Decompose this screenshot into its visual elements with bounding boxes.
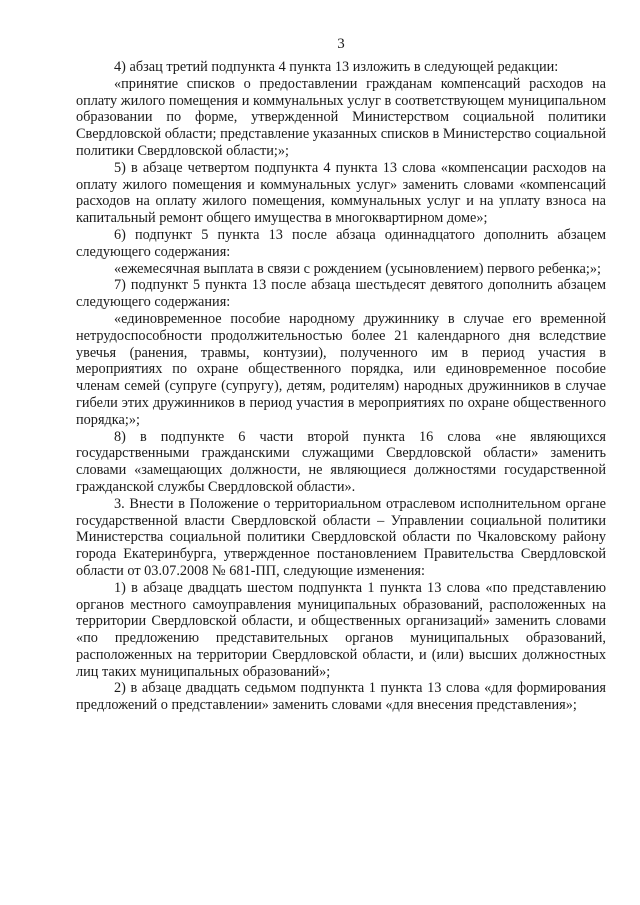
paragraph-item-4: 4) абзац третий подпункта 4 пункта 13 изложить в следующей редакции:	[114, 59, 559, 75]
paragraph-quote-monthly-payment: «ежемесячная выплата в связи с рождением (усыновлением) первого ребенка;»;	[114, 260, 601, 277]
paragraph-item-8: 8) в подпункте 6 части второй пункта 16 слова «не являющихся государственными гражданскими служащими Свердловской области» заменить словами «замещающих должности, не являющиеся должностями государственной гражданской службы Свердловской области».	[76, 428, 606, 495]
paragraph-quote-lists: «принятие списков о предоставлении гражданам компенсаций расходов на оплату жилого помещения и коммунальных услуг в соответствующем муниципальном образовании по форме, утвержденной Министерством социальной политики Свердловской области; представление указанных списков в Министерство социальной политики Свердловской области;»;	[76, 75, 606, 159]
paragraph-item-7: 7) подпункт 5 пункта 13 после абзаца шестьдесят девятого дополнить абзацем следующего содержания:	[76, 277, 606, 311]
paragraph-item-6: 6) подпункт 5 пункта 13 после абзаца одиннадцатого дополнить абзацем следующего содержания:	[76, 226, 606, 260]
paragraph-subitem-1: 1) в абзаце двадцать шестом подпункта 1 пункта 13 слова «по представлению органов местного самоуправления муниципальных образований, расположенных на территории Свердловской области, и общественных организаций» заменить словами «по предложению представительных органов муниципальных образований, расположенных на территории Свердловской области, и (или) высших должностных лиц таких муниципальных образований»;	[76, 579, 606, 680]
paragraph-section-3: 3. Внести в Положение о территориальном отраслевом исполнительном органе государственной власти Свердловской области – Управлении социальной политики Министерства социальной политики Свердловской области по Чкаловскому району города Екатеринбурга, утвержденное постановлением Правительства Свердловской области от 03.07.2008 № 681-ПП, следующие изменения:	[76, 495, 606, 579]
page-number: 3	[337, 36, 345, 52]
paragraph-quote-lump-sum: «единовременное пособие народному дружиннику в случае его временной нетрудоспособности продолжительностью более 21 календарного дня вследствие увечья (ранения, травмы, контузии), полученного им в период участия в мероприятиях по охране общественного порядка, или единовременное пособие членам семей (супруге (супругу), детям, родителям) народных дружинников в случае гибели этих дружинников в период участия в мероприятиях по охране общественного порядка;»;	[76, 310, 606, 428]
paragraph-item-5: 5) в абзаце четвертом подпункта 4 пункта 13 слова «компенсации расходов на оплату жилого помещения и коммунальных услуг» заменить словами «компенсаций расходов на оплату жилого помещения, коммунальных услуг и на уплату взноса на капитальный ремонт общего имущества в многоквартирном доме»;	[76, 159, 606, 227]
paragraph-subitem-2: 2) в абзаце двадцать седьмом подпункта 1 пункта 13 слова «для формирования предложений о представлении» заменить словами «для внесения представления»;	[76, 680, 606, 714]
document-page	[76, 36, 606, 714]
